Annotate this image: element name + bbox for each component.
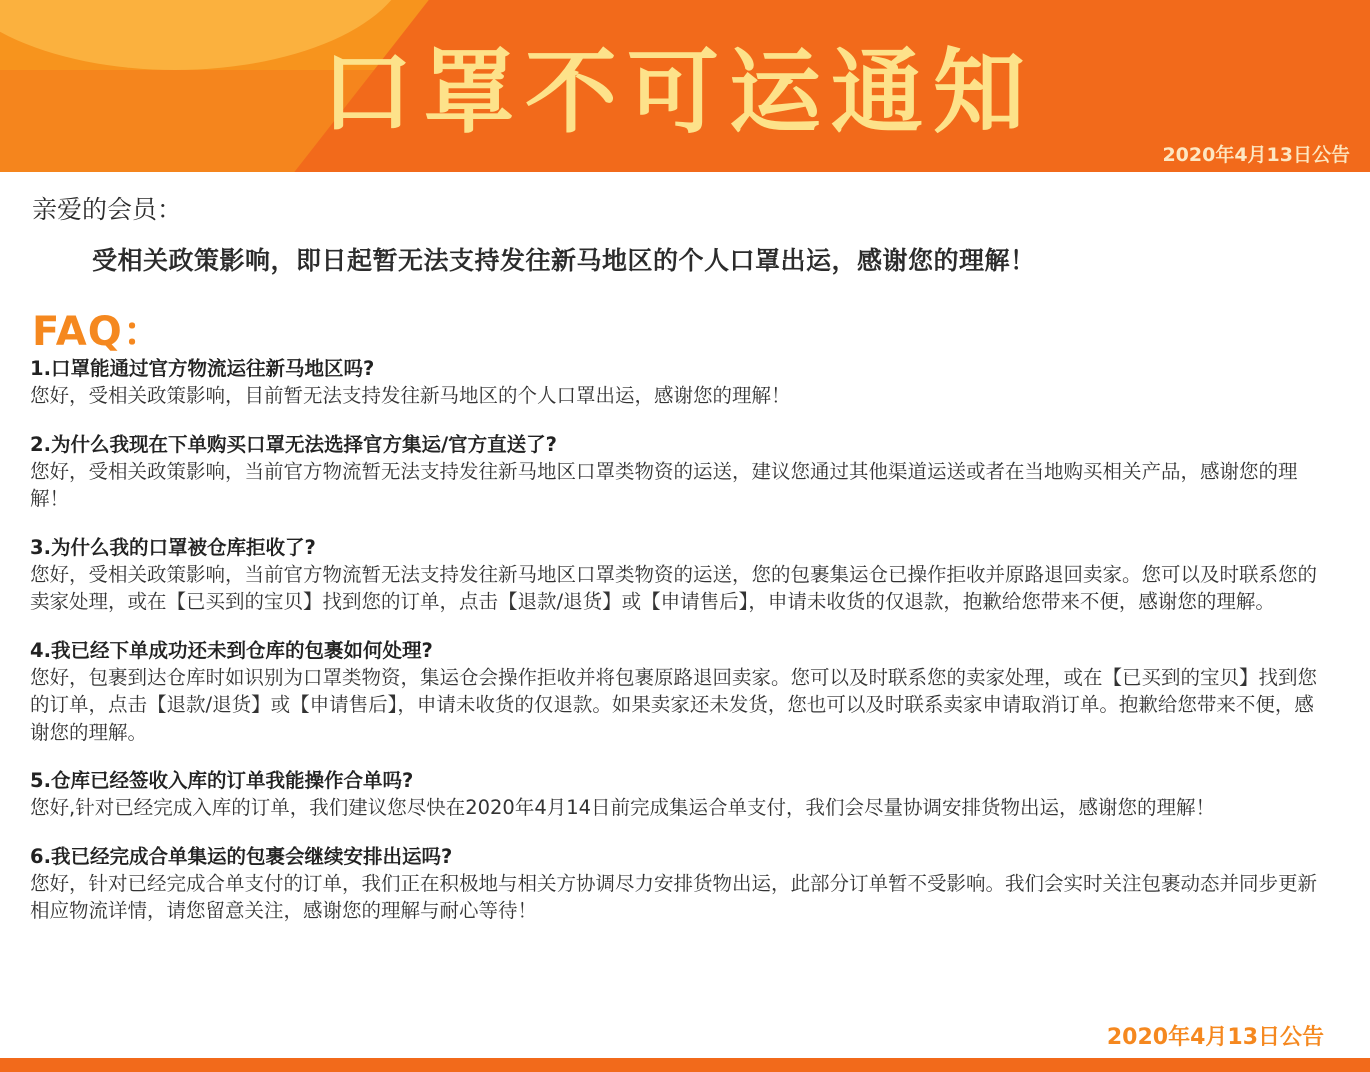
faq-list — [30, 356, 1330, 947]
faq-item — [30, 356, 1330, 410]
banner-date: 2020年4月13日公告 — [1162, 144, 1350, 166]
faq-answer: 您好，受相关政策影响，当前官方物流暂无法支持发往新马地区口罩类物资的运送，建议您通过其他渠道运送或者在当地购买相关产品，感谢您的理解！ — [30, 459, 1298, 510]
page-title: 口罩不可运通知 — [320, 39, 1035, 146]
faq-item — [30, 844, 1330, 925]
faq-heading: FAQ： — [32, 309, 164, 355]
faq-answer: 您好，受相关政策影响，目前暂无法支持发往新马地区的个人口罩出运，感谢您的理解！ — [30, 384, 791, 407]
faq-answer: 您好,针对已经完成入库的订单，我们建议您尽快在2020年4月14日前完成集运合单支付，我们会尽量协调安排货物出运，感谢您的理解！ — [30, 796, 1216, 819]
faq-answer: 您好，针对已经完成合单支付的订单，我们正在积极地与相关方协调尽力安排货物出运，此部分订单暂不受影响。我们会实时关注包裹动态并同步更新相应物流详情，请您留意关注，感谢您的理解与耐心等待！ — [30, 871, 1318, 922]
faq-item — [30, 535, 1330, 616]
faq-question: 2.为什么我现在下单购买口罩无法选择官方集运/官方直送了? — [30, 432, 557, 456]
faq-question: 6.我已经完成合单集运的包裹会继续安排出运吗? — [30, 844, 453, 868]
faq-item — [30, 432, 1330, 513]
greeting: 亲爱的会员： — [32, 195, 183, 224]
footer-bar — [0, 1058, 1370, 1072]
faq-item — [30, 768, 1330, 822]
faq-question: 4.我已经下单成功还未到仓库的包裹如何处理? — [30, 638, 433, 662]
faq-item — [30, 638, 1330, 747]
faq-question: 5.仓库已经签收入库的订单我能操作合单吗? — [30, 769, 414, 792]
faq-question: 1.口罩能通过官方物流运往新马地区吗? — [30, 357, 375, 380]
notice-text: 受相关政策影响，即日起暂无法支持发往新马地区的个人口罩出运，感谢您的理解！ — [92, 246, 1036, 275]
faq-question: 3.为什么我的口罩被仓库拒收了? — [30, 535, 316, 559]
faq-answer: 您好，包裹到达仓库时如识别为口罩类物资，集运仓会操作拒收并将包裹原路退回卖家。您可以及时联系您的卖家处理，或在【已买到的宝贝】找到您的订单，点击【退款/退货】或【申请售后】，申请未收货的仅退款。如果卖家还未发货，您也可以及时联系卖家申请取消订单。抱歉给您带来不便，感谢您的理解。 — [30, 665, 1318, 744]
header-banner — [0, 0, 1370, 172]
faq-answer: 您好，受相关政策影响，当前官方物流暂无法支持发往新马地区口罩类物资的运送，您的包裹集运仓已操作拒收并原路退回卖家。您可以及时联系您的卖家处理，或在【已买到的宝贝】找到您的订单，点击【退款/退货】或【申请售后】，申请未收货的仅退款，抱歉给您带来不便，感谢您的理解。 — [30, 562, 1318, 613]
footer-date: 2020年4月13日公告 — [1106, 1025, 1324, 1050]
